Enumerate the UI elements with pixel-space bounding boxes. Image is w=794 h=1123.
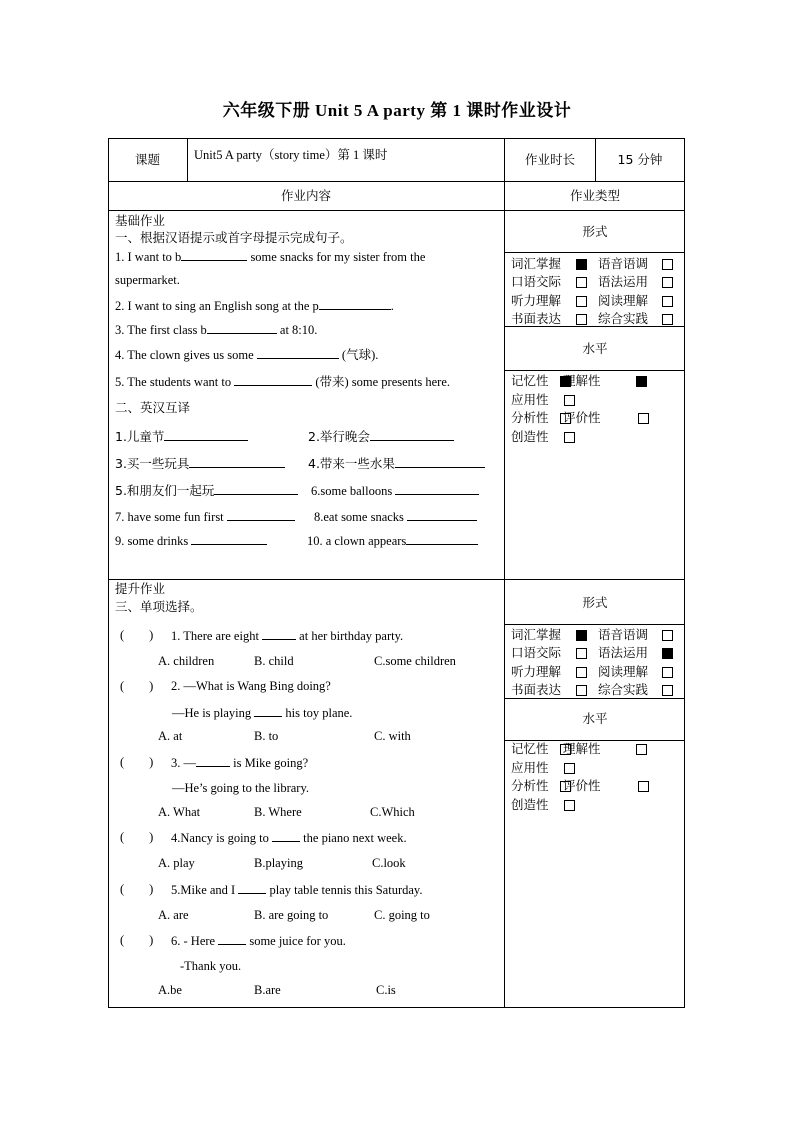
level-option-label: 应用性 xyxy=(511,391,549,407)
choice-option[interactable]: B. Where xyxy=(254,805,302,819)
table-line xyxy=(504,698,685,699)
t9-text: 9. some drinks xyxy=(115,534,192,548)
answer-blank[interactable] xyxy=(407,508,477,521)
level-checkbox[interactable] xyxy=(636,376,647,387)
part2-title: 二、英汉互译 xyxy=(115,400,191,415)
answer-parentheses[interactable]: ( ) xyxy=(120,933,154,947)
level-option-label: 记忆性 xyxy=(511,741,549,756)
answer-parentheses[interactable]: ( ) xyxy=(120,679,154,693)
level-checkbox[interactable] xyxy=(564,432,575,443)
choice-option[interactable]: C.Which xyxy=(370,805,415,819)
question-subline: -Thank you. xyxy=(180,959,242,973)
basic-form-label: 形式 xyxy=(582,224,608,239)
level-option-label: 评价性 xyxy=(563,410,601,425)
answer-blank[interactable] xyxy=(181,248,247,261)
choice-option[interactable]: A. are xyxy=(158,908,189,922)
table-line xyxy=(108,1007,685,1008)
level-option-label: 分析性 xyxy=(511,778,549,793)
answer-blank[interactable] xyxy=(395,455,485,468)
question-stem xyxy=(171,754,308,771)
question-subline: —He’s going to the library. xyxy=(172,781,310,795)
stem-text-a: 4.Nancy is going to xyxy=(171,831,273,845)
table-line xyxy=(108,138,685,139)
answer-blank[interactable] xyxy=(257,346,339,359)
q5-text-a: 5. The students want to xyxy=(115,375,235,389)
q1-text-b: some snacks for my sister from the xyxy=(247,250,426,264)
level-checkbox[interactable] xyxy=(638,781,649,792)
q5-text-b: (带来) some presents here. xyxy=(312,375,451,389)
choice-option[interactable]: C.is xyxy=(376,983,396,997)
form-checkbox[interactable] xyxy=(576,314,587,325)
choice-option[interactable]: A.be xyxy=(158,983,182,997)
form-option-label: 口语交际 xyxy=(511,274,562,290)
form-option-label: 书面表达 xyxy=(511,310,562,326)
stem-text-b: the piano next week. xyxy=(300,831,407,845)
level-checkbox[interactable] xyxy=(564,763,575,774)
advanced-form-label: 形式 xyxy=(582,595,608,610)
stem-text-b: play table tennis this Saturday. xyxy=(266,883,423,897)
content-label: 作业内容 xyxy=(280,188,331,203)
form-option-label: 词汇掌握 xyxy=(511,256,562,271)
choice-option[interactable]: C.look xyxy=(372,856,406,870)
question-stem xyxy=(171,678,331,694)
question-3 xyxy=(115,321,317,338)
level-checkbox[interactable] xyxy=(564,800,575,811)
answer-blank[interactable] xyxy=(272,829,300,842)
answer-blank[interactable] xyxy=(218,932,246,945)
form-checkbox[interactable] xyxy=(576,648,587,659)
level-checkbox[interactable] xyxy=(636,744,647,755)
basic-level-label: 水平 xyxy=(582,341,608,356)
answer-blank[interactable] xyxy=(196,754,230,767)
answer-parentheses[interactable]: ( ) xyxy=(120,882,154,896)
part1-title: 一、根据汉语提示或首字母提示完成句子。 xyxy=(115,230,353,245)
level-option-label: 理解性 xyxy=(563,741,601,756)
translate-4 xyxy=(308,455,485,472)
q4-text-a: 4. The clown gives us some xyxy=(115,348,257,362)
page-title: 六年级下册 Unit 5 A party 第 1 课时作业设计 xyxy=(222,101,572,120)
choice-option[interactable]: C. going to xyxy=(374,908,430,922)
q3-text-a: 3. The first class b xyxy=(115,323,207,337)
t3-text: 3.买一些玩具 xyxy=(115,456,190,471)
advanced-heading: 提升作业 xyxy=(115,581,166,596)
translate-1 xyxy=(115,428,248,445)
sub-text-b: his toy plane. xyxy=(282,706,353,720)
t5-text: 5.和朋友们一起玩 xyxy=(115,483,215,498)
form-option-label: 听力理解 xyxy=(511,292,562,308)
translate-10 xyxy=(307,532,478,549)
table-line xyxy=(504,624,685,625)
form-option-label: 综合实践 xyxy=(598,310,649,326)
level-checkbox[interactable] xyxy=(564,395,575,406)
answer-blank[interactable] xyxy=(191,532,267,545)
level-option-label: 创造性 xyxy=(511,796,549,812)
form-checkbox[interactable] xyxy=(662,630,673,641)
level-option-label: 应用性 xyxy=(511,759,549,775)
form-checkbox[interactable] xyxy=(576,685,587,696)
question-1 xyxy=(115,248,425,265)
sub-text-a: —He is playing xyxy=(172,706,255,720)
answer-blank[interactable] xyxy=(189,455,285,468)
stem-text-b: is Mike going? xyxy=(230,756,309,770)
translate-7 xyxy=(115,508,295,525)
stem-text-a: 2. —What is Wang Bing doing? xyxy=(171,679,331,693)
level-option-label: 理解性 xyxy=(563,373,601,388)
t2-text: 2.举行晚会 xyxy=(308,429,370,444)
form-checkbox[interactable] xyxy=(662,296,673,307)
answer-blank[interactable] xyxy=(406,532,478,545)
form-checkbox[interactable] xyxy=(576,667,587,678)
t4-text: 4.带来一些水果 xyxy=(308,456,395,471)
t8-text: 8.eat some snacks xyxy=(314,510,408,524)
form-option-label: 阅读理解 xyxy=(598,292,649,308)
form-option-label: 语音语调 xyxy=(598,627,649,642)
q1-text-a: 1. I want to b xyxy=(115,250,182,264)
duration-label: 作业时长 xyxy=(524,152,575,167)
translate-9 xyxy=(115,532,267,549)
form-checkbox[interactable] xyxy=(662,259,673,270)
choice-option[interactable]: A. children xyxy=(158,654,215,668)
level-option-label: 分析性 xyxy=(511,410,549,425)
stem-text-a: 3. — xyxy=(171,756,196,770)
q2-text-b: . xyxy=(390,299,394,313)
form-option-label: 语音语调 xyxy=(598,256,649,271)
answer-parentheses[interactable]: ( ) xyxy=(120,755,154,769)
answer-blank[interactable] xyxy=(254,704,282,717)
level-checkbox[interactable] xyxy=(638,413,649,424)
form-option-label: 词汇掌握 xyxy=(511,627,562,642)
answer-blank[interactable] xyxy=(238,881,266,894)
table-line xyxy=(108,579,685,580)
basic-heading: 基础作业 xyxy=(115,213,166,228)
topic-value: Unit5 A party（story time）第 1 课时 xyxy=(194,148,388,162)
form-option-label: 阅读理解 xyxy=(598,663,649,679)
form-option-label: 语法运用 xyxy=(598,274,649,290)
form-option-label: 书面表达 xyxy=(511,681,562,697)
stem-text-a: 1. There are eight xyxy=(171,629,263,643)
table-line xyxy=(108,181,685,182)
choice-option[interactable]: B. child xyxy=(254,654,294,668)
answer-blank[interactable] xyxy=(227,508,295,521)
translate-8 xyxy=(314,508,477,525)
answer-blank[interactable] xyxy=(262,627,296,640)
choice-option[interactable]: C. with xyxy=(374,729,411,743)
table-line xyxy=(504,370,685,371)
question-subline xyxy=(172,704,352,721)
answer-blank[interactable] xyxy=(214,482,298,495)
form-checkbox[interactable] xyxy=(662,667,673,678)
answer-blank[interactable] xyxy=(207,321,277,334)
form-checkbox[interactable] xyxy=(662,648,673,659)
choice-option[interactable]: B.are xyxy=(254,983,281,997)
form-checkbox[interactable] xyxy=(576,259,587,270)
choice-option[interactable]: A. play xyxy=(158,856,195,870)
form-checkbox[interactable] xyxy=(576,296,587,307)
form-checkbox[interactable] xyxy=(662,685,673,696)
form-option-label: 语法运用 xyxy=(598,645,649,661)
t6-text: 6.some balloons xyxy=(311,484,396,498)
table-line xyxy=(187,138,188,181)
choice-option[interactable]: B.playing xyxy=(254,856,303,870)
table-line xyxy=(108,210,685,211)
level-option-label: 评价性 xyxy=(563,778,601,793)
answer-blank[interactable] xyxy=(395,482,479,495)
type-label: 作业类型 xyxy=(569,188,620,203)
level-option-label: 记忆性 xyxy=(511,373,549,388)
homework-table xyxy=(108,138,685,1008)
table-line xyxy=(108,138,109,1008)
topic-label: 课题 xyxy=(134,152,160,167)
choice-option[interactable]: C.some children xyxy=(374,654,456,668)
table-line xyxy=(684,138,685,1008)
form-option-label: 综合实践 xyxy=(598,681,649,697)
form-checkbox[interactable] xyxy=(662,277,673,288)
duration-value: 15 分钟 xyxy=(617,152,663,167)
choice-option[interactable]: B. are going to xyxy=(254,908,329,922)
form-checkbox[interactable] xyxy=(662,314,673,325)
stem-text-b: at her birthday party. xyxy=(296,629,404,643)
t10-text: 10. a clown appears xyxy=(307,534,407,548)
q4-text-b: (气球). xyxy=(338,348,379,362)
form-option-label: 听力理解 xyxy=(511,663,562,679)
level-option-label: 创造性 xyxy=(511,428,549,444)
choice-option[interactable]: A. What xyxy=(158,805,201,819)
question-2 xyxy=(115,297,394,314)
table-line xyxy=(504,252,685,253)
t7-text: 7. have some fun first xyxy=(115,510,227,524)
stem-text-a: 6. - Here xyxy=(171,934,219,948)
form-option-label: 口语交际 xyxy=(511,645,562,661)
question-5 xyxy=(115,373,450,390)
choice-option[interactable]: B. to xyxy=(254,729,279,743)
question-4 xyxy=(115,346,378,363)
part3-title: 三、单项选择。 xyxy=(115,599,203,614)
translate-6 xyxy=(311,482,479,499)
t1-text: 1.儿童节 xyxy=(115,429,165,444)
translate-5 xyxy=(115,482,298,499)
translate-3 xyxy=(115,455,285,472)
answer-blank[interactable] xyxy=(234,373,312,386)
question-stem xyxy=(171,932,346,949)
question-1-cont: supermarket. xyxy=(115,273,180,287)
answer-blank[interactable] xyxy=(370,428,454,441)
choice-option[interactable]: A. at xyxy=(158,729,183,743)
translate-2 xyxy=(308,428,454,445)
q2-text-a: 2. I want to sing an English song at the p xyxy=(115,299,319,313)
answer-parentheses[interactable]: ( ) xyxy=(120,628,154,642)
stem-text-b: some juice for you. xyxy=(246,934,346,948)
answer-blank[interactable] xyxy=(164,428,248,441)
question-stem xyxy=(171,627,403,644)
advanced-level-label: 水平 xyxy=(582,711,608,726)
form-checkbox[interactable] xyxy=(576,277,587,288)
answer-blank[interactable] xyxy=(319,297,391,310)
table-line xyxy=(504,138,505,1008)
stem-text-a: 5.Mike and I xyxy=(171,883,239,897)
q3-text-b: at 8:10. xyxy=(276,323,318,337)
answer-parentheses[interactable]: ( ) xyxy=(120,830,154,844)
form-checkbox[interactable] xyxy=(576,630,587,641)
question-stem xyxy=(171,881,422,898)
question-stem xyxy=(171,829,407,846)
